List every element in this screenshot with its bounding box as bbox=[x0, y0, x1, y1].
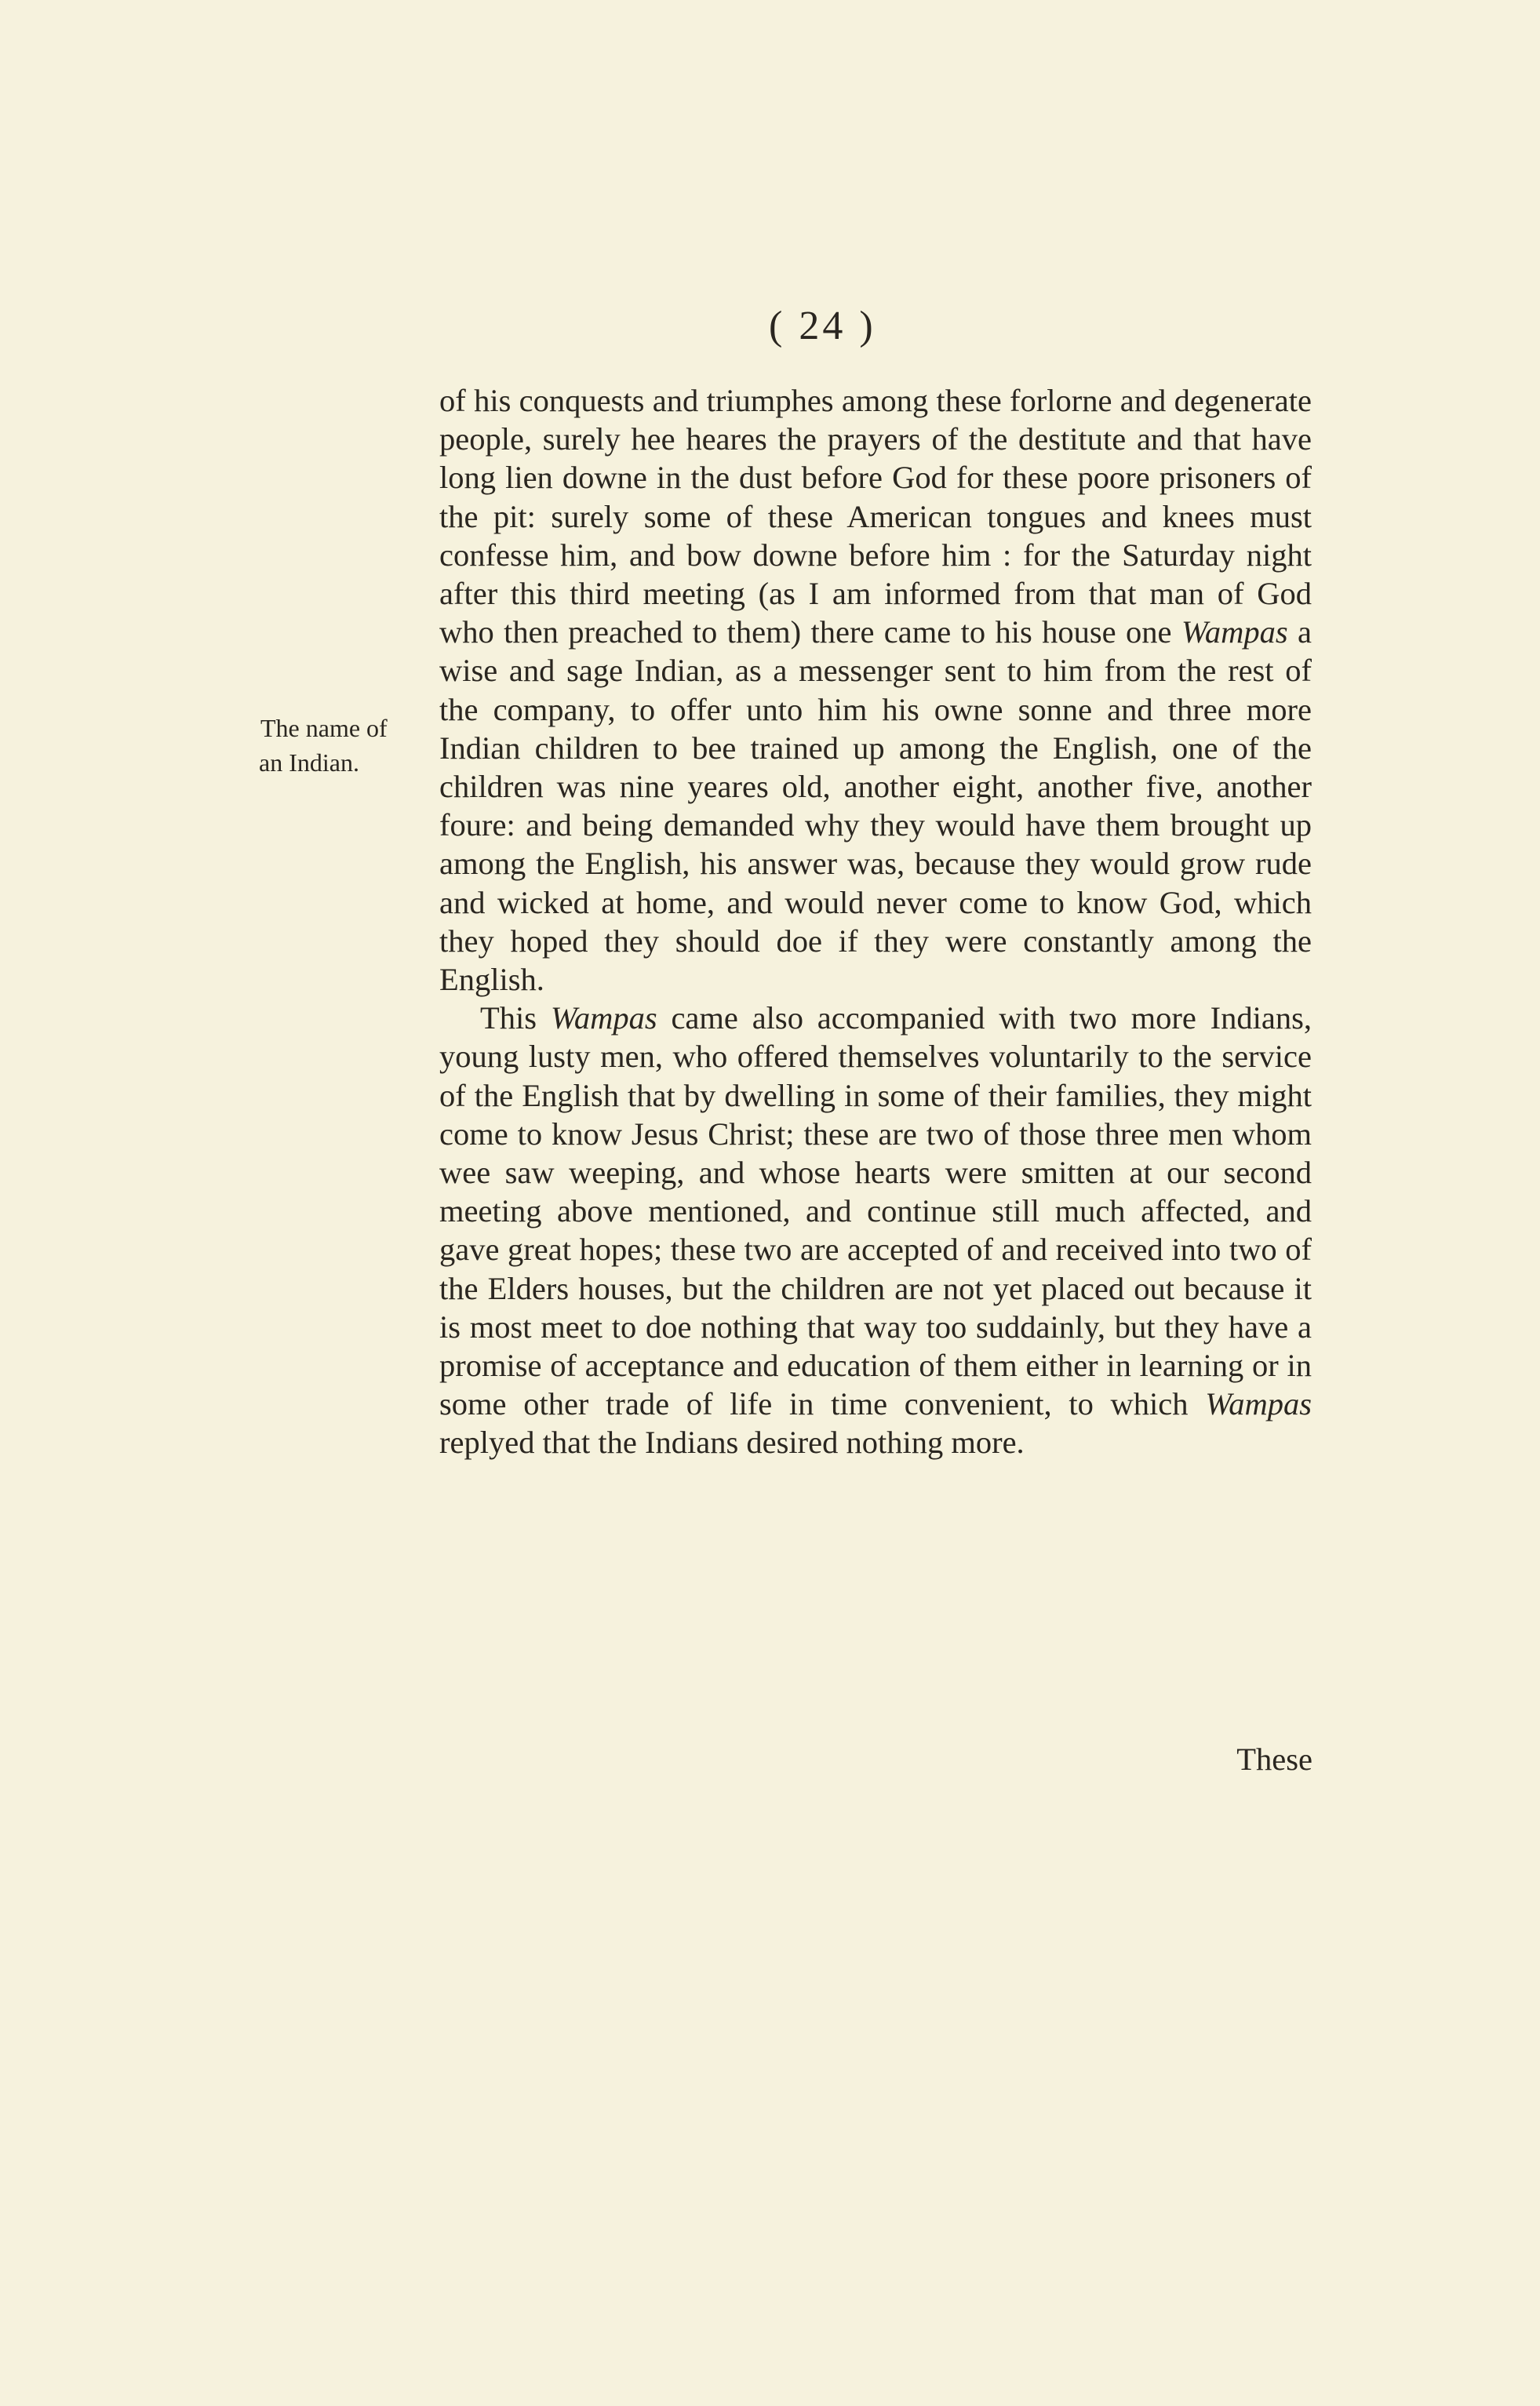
paragraph-text: came also accompanied with two more Indians, young lusty men, who offered themselves voluntarily to the service of the English that by dwelling in some of their families, they might come to know Jesus Christ; these are two of those three men whom wee saw weeping, and whose hearts were smitten at our second meeting above mentioned, and continue still much affected, and gave great hopes; these two are accepted of and received into two of the Elders houses, but the children are not yet placed out because it is most meet to doe nothing that way too suddainly, but they have a promise of acceptance and education of them either in learning or in some other trade of life in time convenient, to which bbox=[439, 1000, 1312, 1422]
margin-note-line: The name of bbox=[260, 714, 388, 742]
paragraph-text: of his conquests and triumphes among these forlorne and degenerate people, surely hee heares the prayers of the destitute and that have long lien downe in the dust before God for these poore prisoners of the pit: surely some of these American tongues and knees must confesse him, and bow downe before him : for the Saturday night after this third meeting (as I am informed from that man of God who then preached to them) there came to his house one bbox=[439, 383, 1312, 650]
indian-name: Wampas bbox=[550, 1000, 657, 1036]
page-number: ( 24 ) bbox=[769, 304, 876, 348]
paragraph bbox=[439, 381, 1312, 999]
paragraph-text: This bbox=[480, 1000, 537, 1036]
margin-note bbox=[259, 711, 428, 780]
indian-name: Wampas bbox=[1205, 1386, 1312, 1422]
catchword: These bbox=[1236, 1742, 1312, 1777]
paragraph-text: replyed that the Indians desired nothing more. bbox=[439, 1425, 1025, 1461]
indian-name: Wampas bbox=[1181, 614, 1288, 650]
paragraph-text: a wise and sage Indian, as a messenger sent to him from the rest of the company, to offer unto him his owne sonne and three more Indian children to bee trained up among the English, one of the children was nine yeares old, another eight, another five, another foure: and being demanded why they would have them brought up among the English, his answer was, because they would grow rude and wicked at home, and would never come to know God, which they hoped they should doe if they were constantly among the English. bbox=[439, 614, 1312, 998]
body-text bbox=[439, 381, 1312, 1462]
paragraph bbox=[439, 999, 1312, 1461]
margin-note-line: an Indian. bbox=[259, 748, 359, 777]
